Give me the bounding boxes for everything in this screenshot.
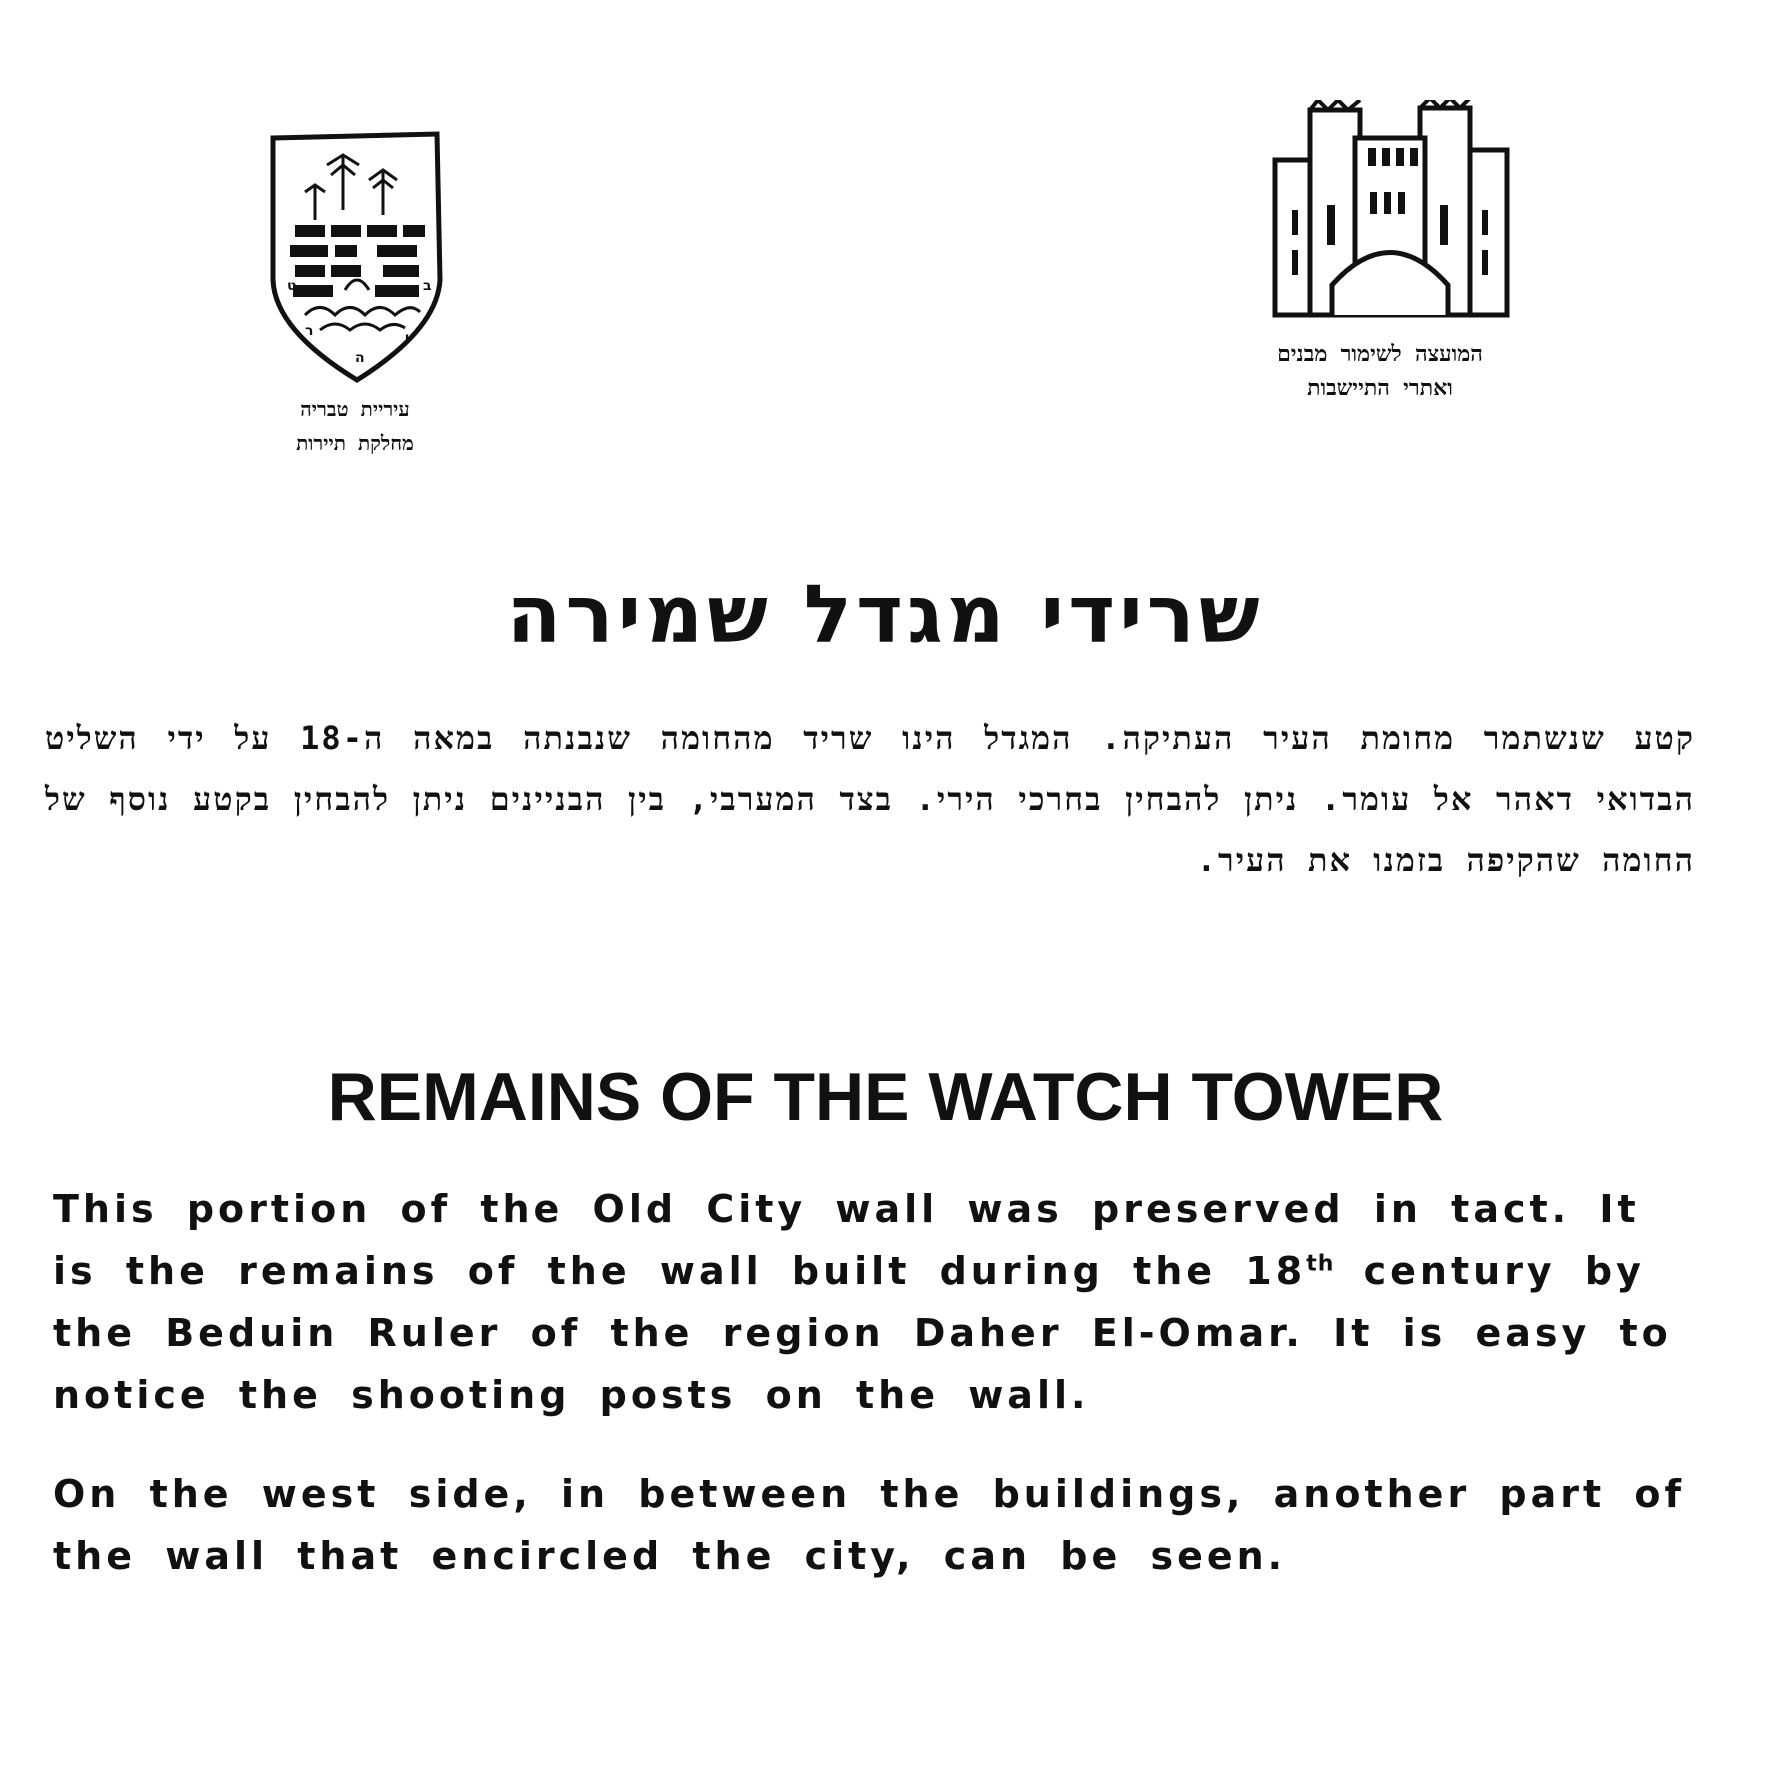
caption-line: ואתרי התיישבות (1307, 376, 1453, 401)
caption-line: עיריית טבריה (300, 397, 410, 421)
council-building-logo (1270, 100, 1530, 329)
caption-line: מחלקת תיירות (296, 431, 414, 455)
english-text: This portion of the Old City wall was preserved in tact. It is the remains of the wall built during the 18 (53, 1187, 1640, 1293)
svg-text:ר: ר (305, 323, 314, 339)
tiberias-municipality-caption (240, 392, 470, 460)
english-paragraph-1 (53, 1178, 1703, 1426)
english-text: century by the Beduin Ruler of the region Daher El-Omar. It is easy to notice the shooting posts on the wall. (53, 1249, 1672, 1417)
english-title: REMAINS OF THE WATCH TOWER (327, 1059, 1444, 1135)
caption-line: המועצה לשימור מבנים (1277, 342, 1483, 367)
ordinal-suffix: th (1306, 1251, 1335, 1277)
tiberias-emblem-logo (255, 130, 465, 385)
english-paragraph-2: On the west side, in between the buildings, another part of the wall that encircled the city, can be seen. (53, 1472, 1686, 1578)
svg-text:י: י (405, 330, 410, 346)
svg-text:ט: ט (287, 278, 297, 294)
svg-text:ב: ב (423, 278, 432, 294)
hebrew-body: קטע שנשתמר מחומת העיר העתיקה. המגדל הינו שריד מהחומה שנבנתה במאה ה-18 על ידי השליט הבדואי דאהר אל עומר. ניתן להבחין בחרכי הירי. בצד המערבי, בין הבניינים ניתן להבחין בקטע נוסף של החומה שהקיפה בזמנו את העיר. (45, 719, 1696, 879)
council-building-icon (1270, 100, 1510, 325)
hebrew-title: שרידי מגדל שמירה (506, 568, 1264, 661)
svg-text:ה: ה (355, 350, 365, 366)
council-caption (1200, 338, 1560, 406)
tiberias-emblem-icon (265, 130, 450, 385)
